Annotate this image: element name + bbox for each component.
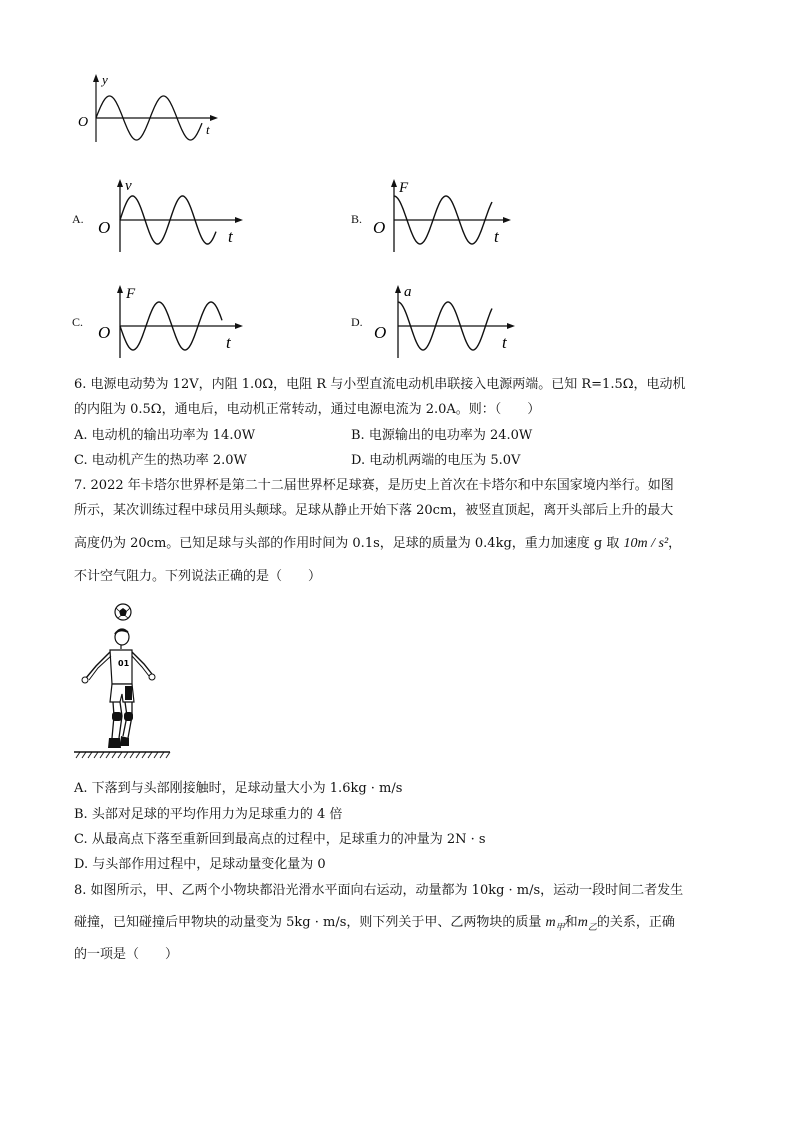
q7-figure-player [72,598,172,764]
q7-choice-c: C. 从最高点下落至重新回到最高点的过程中，足球重力的冲量为 2N · s [74,832,486,847]
option-b-graph [370,176,530,256]
q6-stem-line-2: 的内阻为 0.5Ω，通电后，电动机正常转动，通过电源电流为 2.0A。则：（ ） [74,402,541,417]
q7-stem-line-3-comma: ， [668,536,682,551]
q6-choice-b: B. 电源输出的电功率为 24.0W [351,428,533,443]
option-d-x-label: t [502,333,507,352]
top-graph [74,72,234,152]
q8-mass-yi-symbol: m [577,915,588,930]
q6-choice-a: A. 电动机的输出功率为 14.0W [74,428,256,443]
q8-stem-line-3: 的一项是（ ） [74,947,179,962]
q7-stem-line-4: 不计空气阻力。下列说法正确的是（ ） [74,569,322,584]
q7-gravity-value: 10m / s² [623,536,669,551]
q6-choice-c: C. 电动机产生的热功率 2.0W [74,453,247,468]
soccer-ball-icon [115,604,131,620]
option-c-graph [94,280,254,360]
top-graph-origin: O [78,115,89,130]
option-b-letter: B. [351,212,363,226]
q7-stem-line-2: 所示，某次训练过程中球员用头颠球。足球从静止开始下落 20cm，被竖直顶起，离开头部后上升的最大 [74,503,674,518]
option-b-origin: O [373,218,386,237]
option-a-x-label: t [228,227,233,246]
option-d-origin: O [374,323,387,342]
option-c-x-label: t [226,333,231,352]
q6-choice-d: D. 电动机两端的电压为 5.0V [351,453,521,468]
option-c-origin: O [98,323,111,342]
q6-stem-line-1: 6. 电源电动势为 12V，内阻 1.0Ω，电阻 R 与小型直流电动机串联接入电源两端。已知 R=1.5Ω，电动机 [74,377,686,392]
option-d-y-label: a [404,284,412,300]
option-b-y-label: F [399,180,409,196]
top-graph-x-label: t [206,122,210,137]
q8-mass-jia-sub: 甲 [555,921,565,932]
option-a-y-label: v [125,178,132,194]
q7-choice-b: B. 头部对足球的平均作用力为足球重力的 4 倍 [74,807,343,822]
q8-stem-line-2 [74,914,675,936]
q7-stem-line-3-text: 高度仍为 20cm。已知足球与头部的作用时间为 0.1s，足球的质量为 0.4kg，重力加速度 g 取 [74,536,620,551]
q7-stem-line-3 [74,535,681,553]
q8-and: 和 [564,915,578,930]
q7-choice-a: A. 下落到与头部刚接触时，足球动量大小为 1.6kg · m/s [74,781,403,796]
option-d-letter: D. [351,315,363,329]
q8-mass-jia-symbol: m [545,915,556,930]
option-c-y-label: F [126,286,136,302]
option-b-x-label: t [494,227,499,246]
q7-choice-d: D. 与头部作用过程中，足球动量变化量为 0 [74,857,326,872]
q8-mass-jia [546,915,565,930]
option-a-letter: A. [72,212,84,226]
option-a-graph [94,176,254,256]
q7-figure-label: 01 [118,659,130,668]
option-d-graph [370,280,530,360]
q8-stem-line-2-tail: 的关系，正确 [596,915,675,930]
option-a-origin: O [98,218,111,237]
q8-stem-line-2-text: 碰撞，已知碰撞后甲物块的动量变为 5kg · m/s，则下列关于甲、乙两物块的质量 [74,915,542,930]
q8-stem-line-1: 8. 如图所示，甲、乙两个小物块都沿光滑水平面向右运动，动量都为 10kg · m/s，运动一段时间二者发生 [74,883,684,898]
top-graph-y-label: y [102,72,108,87]
q7-stem-line-1: 7. 2022 年卡塔尔世界杯是第二十二届世界杯足球赛，是历史上首次在卡塔尔和中东国家境内举行。如图 [74,478,674,493]
q8-mass-yi-sub: 乙 [587,921,597,932]
q8-mass-yi [578,915,597,930]
option-c-letter: C. [72,315,84,329]
